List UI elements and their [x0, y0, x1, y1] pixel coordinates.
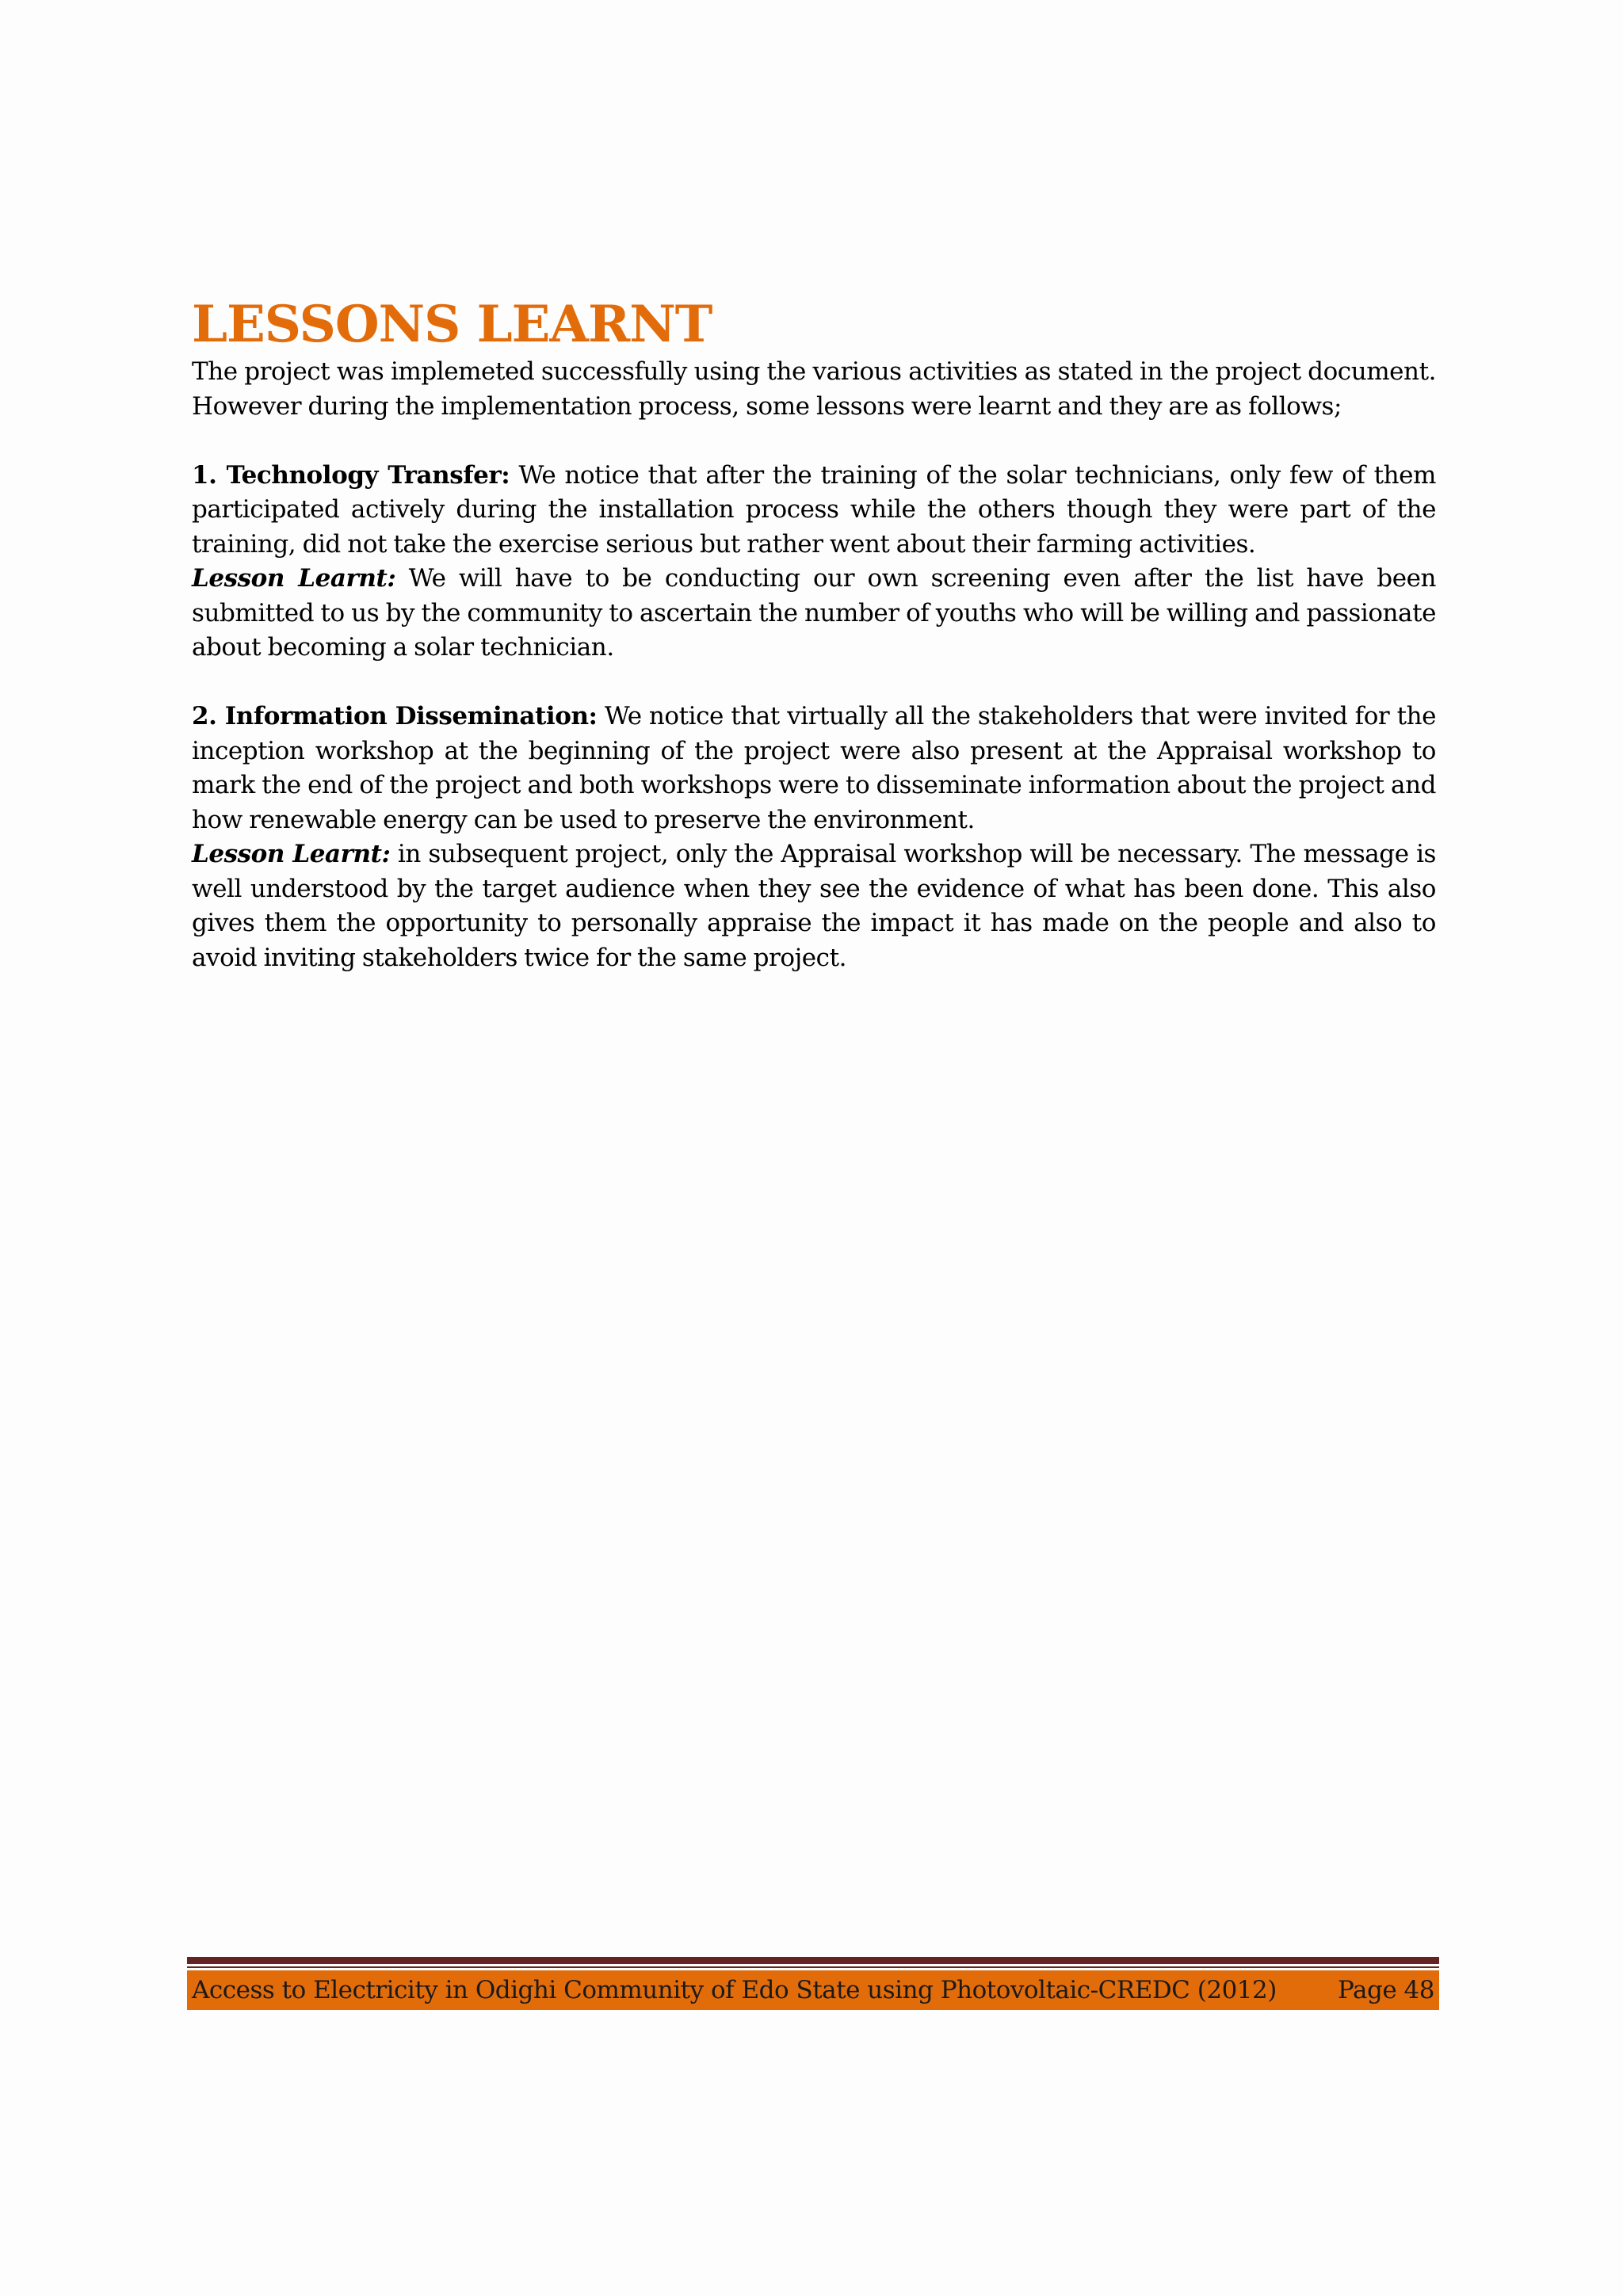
page-heading: LESSONS LEARNT [192, 295, 712, 354]
section-technology-transfer [192, 459, 1436, 666]
lesson-paragraph [192, 837, 1436, 975]
section-paragraph [192, 459, 1436, 563]
spacer [192, 424, 1436, 459]
lesson-label: Lesson Learnt: [192, 840, 391, 868]
footer-title: Access to Electricity in Odighi Community of Edo State using Photovoltaic-CREDC (2012) [192, 1976, 1277, 2004]
intro-paragraph: The project was implemeted successfully using the various activities as stated in the project document. However during the implementation process, some lessons were learnt and they are as follows; [192, 357, 1436, 421]
section-information-dissemination [192, 700, 1436, 975]
section-title: 1. Technology Transfer: [192, 460, 510, 490]
section-text: We notice that after the training of the solar technicians, only few of them participated actively during the installation process while the others though they were part of the training, did not take the exercise serious but rather went about their farming activities. [192, 460, 1436, 559]
lesson-label: Lesson Learnt: [192, 564, 396, 593]
section-text: We notice that virtually all the stakeholders that were invited for the inception workshop at the beginning of the project were also present at the Appraisal workshop to mark the end of the project and both workshops were to disseminate information about the project and how renewable energy can be used to preserve the environment. [192, 702, 1436, 834]
footer-rule-thin [187, 1966, 1439, 1968]
section-title: 2. Information Dissemination: [192, 702, 598, 730]
footer-bar [187, 1970, 1439, 2010]
spacer [192, 666, 1436, 700]
section-paragraph [192, 700, 1436, 837]
lesson-text: We will have to be conducting our own screening even after the list have been submitted to us by the community to ascertain the number of youths who will be willing and passionate about becoming a solar technician. [192, 564, 1437, 662]
footer-page-number: Page 48 [1338, 1976, 1434, 2004]
page-content [192, 295, 1436, 975]
page-footer [187, 1957, 1439, 2010]
lesson-paragraph [192, 562, 1436, 666]
footer-rule-thick [187, 1957, 1439, 1964]
lesson-text: in subsequent project, only the Appraisal workshop will be necessary. The message is well understood by the target audience when they see the evidence of what has been done. This also gives them the opportunity to personally appraise the impact it has made on the people and also to avoid inviting stakeholders twice for the same project. [192, 840, 1436, 972]
